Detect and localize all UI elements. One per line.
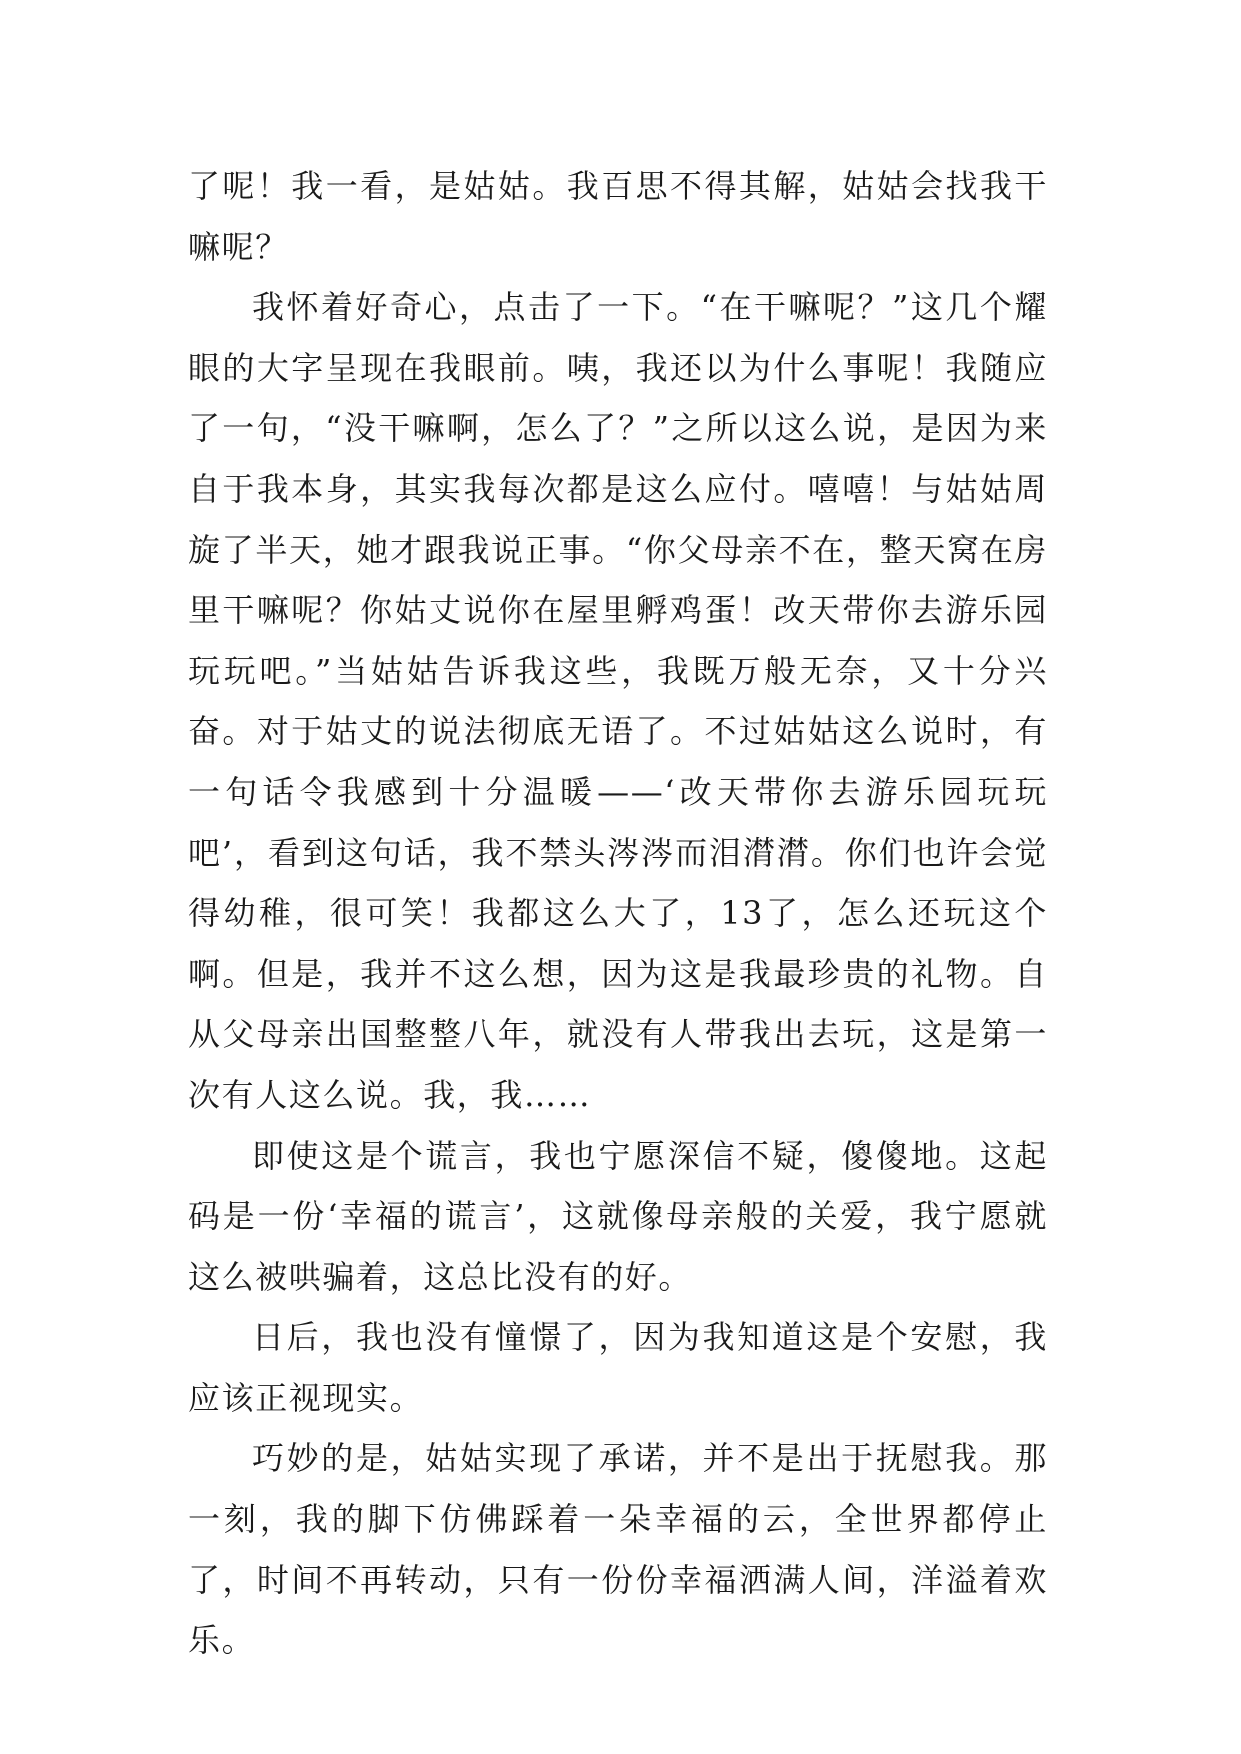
- paragraph-4: 日后，我也没有憧憬了，因为我知道这是个安慰，我应该正视现实。: [188, 1318, 1048, 1417]
- paragraph-1: 了呢！我一看，是姑姑。我百思不得其解，姑姑会找我干嘛呢？: [188, 167, 1048, 266]
- paragraph-3: 即使这是个谎言，我也宁愿深信不疑，傻傻地。这起码是一份‘幸福的谎言’，这就像母亲般的关爱，我宁愿就这么被哄骗着，这总比没有的好。: [188, 1136, 1048, 1296]
- paragraph-2: 我怀着好奇心，点击了一下。“在干嘛呢？”这几个耀眼的大字呈现在我眼前。咦，我还以为什么事呢！我随应了一句，“没干嘛啊，怎么了？”之所以这么说，是因为来自于我本身，其实我每次都是这么应付。嘻嘻！与姑姑周旋了半天，她才跟我说正事。“你父母亲不在，整天窝在房里干嘛呢？你姑丈说你在屋里孵鸡蛋！改天带你去游乐园玩玩吧。”当姑姑告诉我这些，我既万般无奈，又十分兴奋。对于姑丈的说法彻底无语了。不过姑姑这么说时，有一句话令我感到十分温暖——‘改天带你去游乐园玩玩吧’，看到这句话，我不禁头涔涔而泪潸潸。你们也许会觉得幼稚，很可笑！我都这么大了，13了，怎么还玩这个啊。但是，我并不这么想，因为这是我最珍贵的礼物。自从父母亲出国整整八年，就没有人带我出去玩，这是第一次有人这么说。我，我……: [188, 288, 1048, 1114]
- paragraph-5: 巧妙的是，姑姑实现了承诺，并不是出于抚慰我。那一刻，我的脚下仿佛踩着一朵幸福的云，全世界都停止了，时间不再转动，只有一份份幸福洒满人间，洋溢着欢乐。: [188, 1439, 1048, 1660]
- document-body: [188, 156, 1048, 1671]
